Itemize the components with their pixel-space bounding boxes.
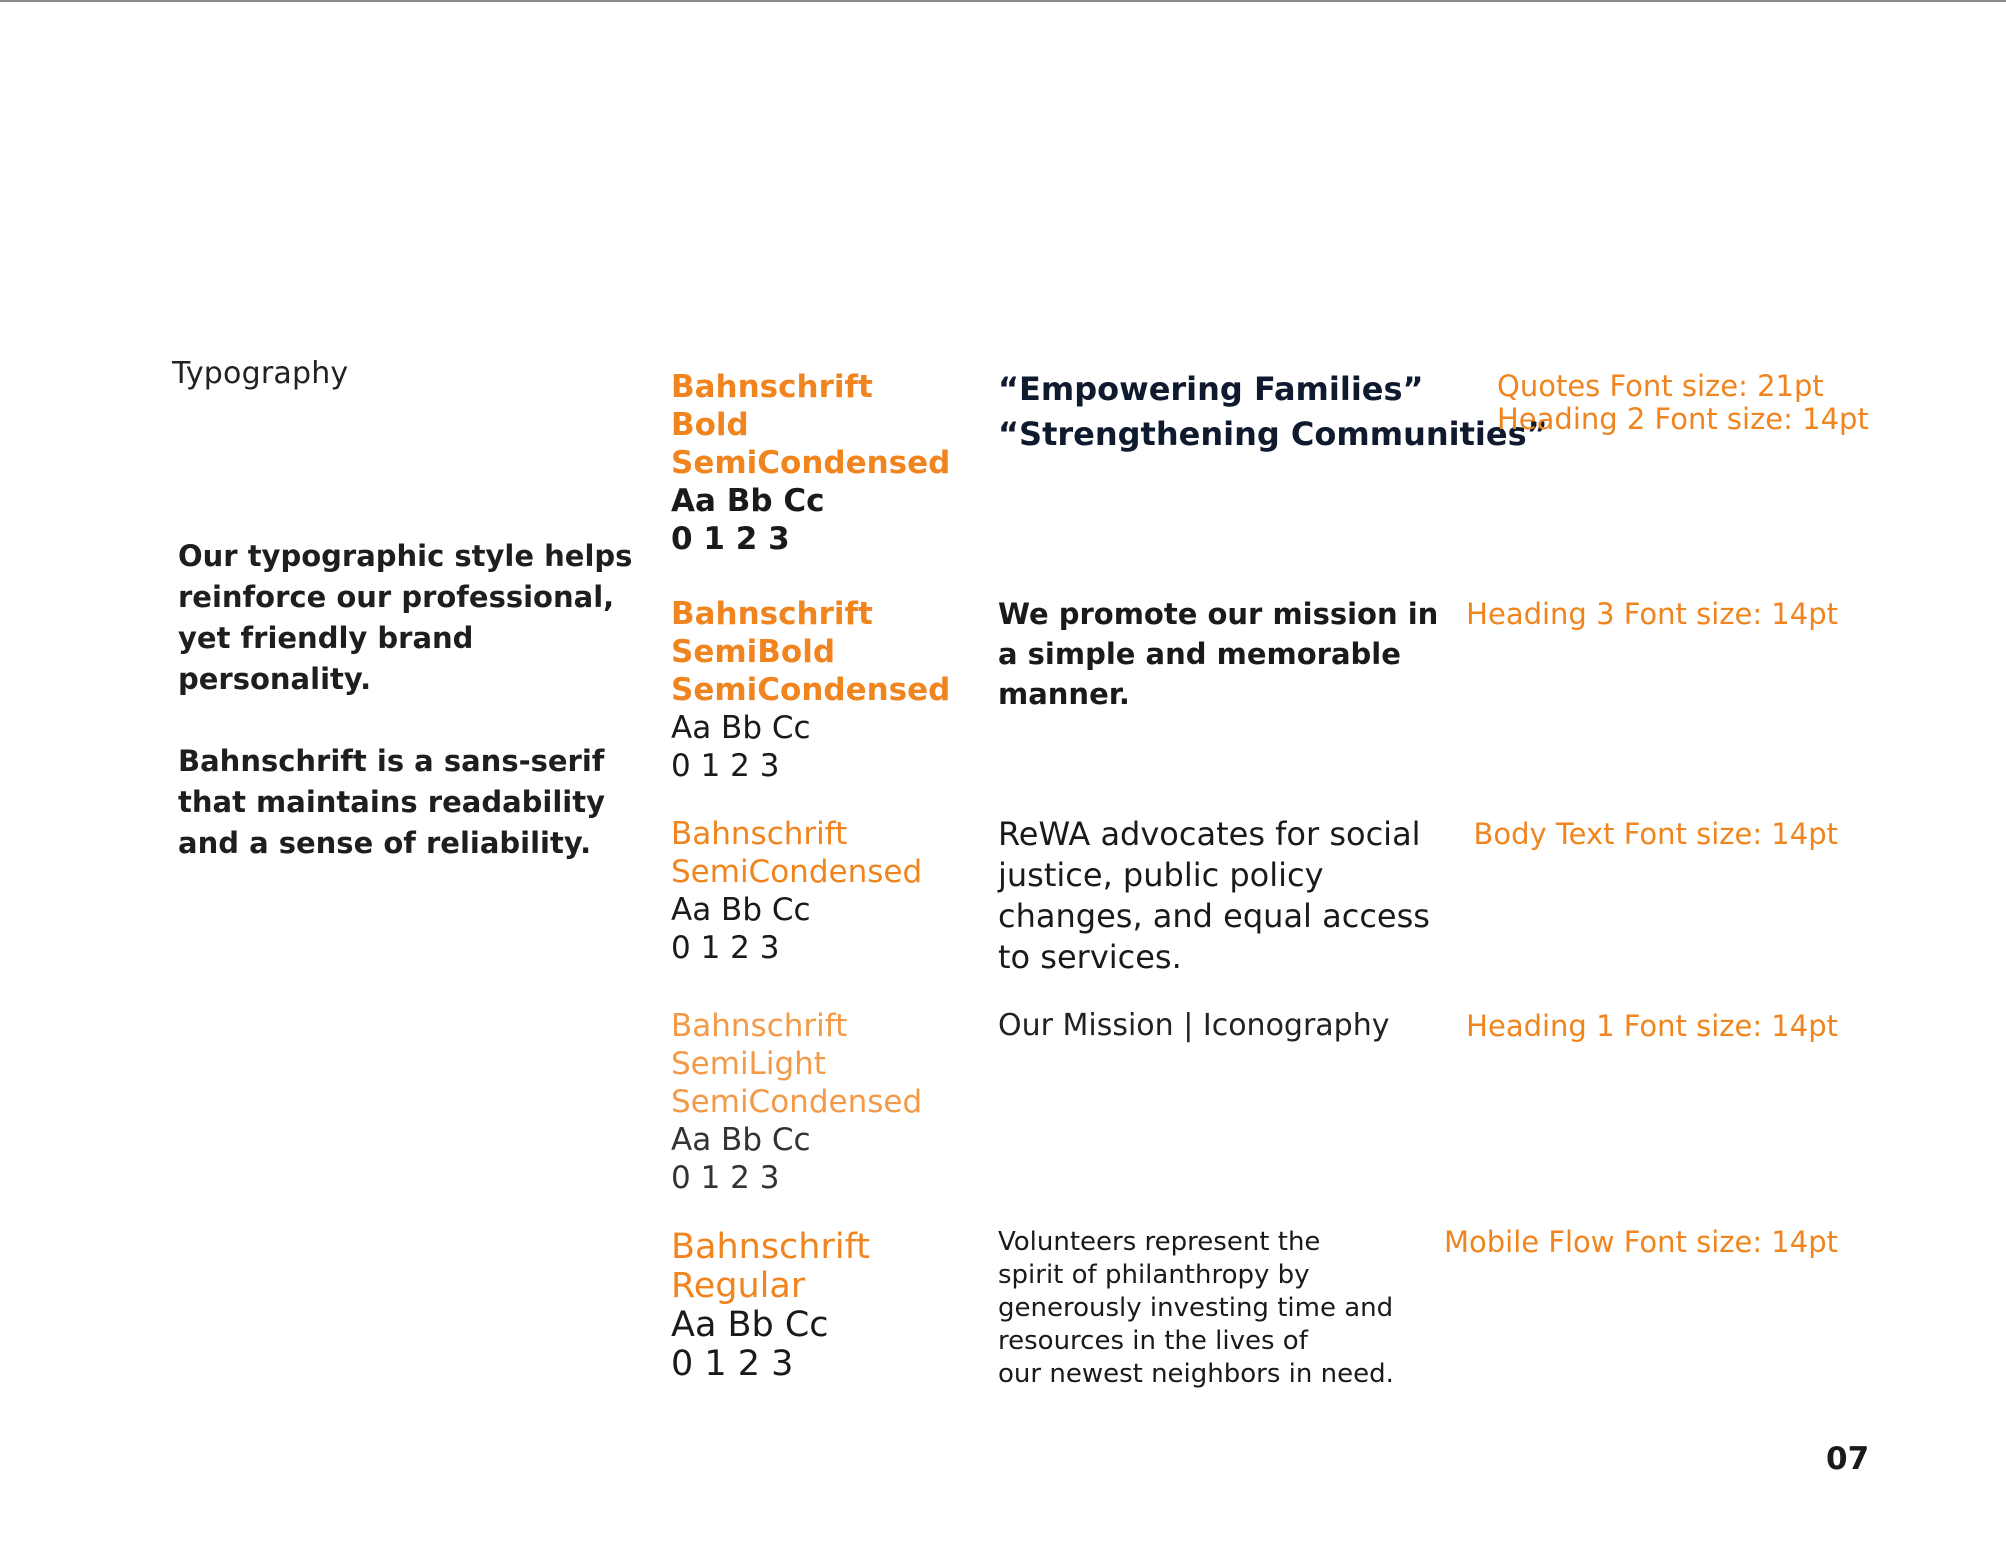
page-number: 07 bbox=[1826, 1441, 1870, 1477]
specimen-font-name: Regular bbox=[671, 1266, 806, 1306]
specimen-font-name: SemiCondensed bbox=[671, 445, 951, 481]
label-quotes-heading-2 bbox=[1497, 370, 1869, 436]
specimen-letters: Aa Bb Cc bbox=[671, 710, 811, 746]
specimen-font-name: Bahnschrift bbox=[671, 596, 873, 632]
specimen-letters: Aa Bb Cc bbox=[671, 892, 811, 928]
specimen-font-name: Bahnschrift bbox=[671, 369, 873, 405]
label-heading-3: Heading 3 Font size: 14pt bbox=[1466, 597, 1838, 631]
example-mobile-flow bbox=[998, 1226, 1458, 1391]
section-title: Typography bbox=[172, 356, 349, 391]
specimen-numbers: 0 1 2 3 bbox=[671, 748, 780, 784]
mobile-flow-line: Volunteers represent the bbox=[998, 1227, 1321, 1257]
specimen-font-name: SemiCondensed bbox=[671, 1084, 923, 1120]
specimen-semilight-semicondensed bbox=[671, 1007, 971, 1197]
label-body-text: Body Text Font size: 14pt bbox=[1473, 817, 1838, 851]
specimen-numbers: 0 1 2 3 bbox=[671, 521, 790, 557]
specimen-font-name: SemiCondensed bbox=[671, 854, 923, 890]
example-quotes bbox=[998, 367, 1548, 457]
mobile-flow-line: spirit of philanthropy by bbox=[998, 1260, 1310, 1290]
specimen-bold-semicondensed bbox=[671, 368, 971, 558]
specimen-numbers: 0 1 2 3 bbox=[671, 1344, 794, 1384]
example-body-text: ReWA advocates for social justice, public policy changes, and equal access to services. bbox=[998, 815, 1430, 976]
specimen-font-name: Bold bbox=[671, 407, 749, 443]
mobile-flow-line: resources in the lives of bbox=[998, 1326, 1308, 1356]
label-heading-1: Heading 1 Font size: 14pt bbox=[1466, 1009, 1838, 1043]
specimen-font-name: SemiBold bbox=[671, 634, 836, 670]
label-mobile-flow: Mobile Flow Font size: 14pt bbox=[1443, 1225, 1838, 1259]
example-heading-1: Our Mission | Iconography bbox=[998, 1008, 1390, 1043]
quote-strengthening-communities: “Strengthening Communities” bbox=[998, 415, 1548, 453]
specimen-letters: Aa Bb Cc bbox=[671, 1122, 811, 1158]
specimen-font-name: Bahnschrift bbox=[671, 1227, 871, 1267]
specimen-letters: Aa Bb Cc bbox=[671, 483, 825, 519]
top-rule bbox=[0, 0, 2006, 2]
intro-paragraph-1: Our typographic style helps reinforce our professional, yet friendly brand personality. bbox=[178, 539, 633, 696]
mobile-flow-line: generously investing time and bbox=[998, 1293, 1394, 1323]
specimen-semibold-semicondensed bbox=[671, 595, 971, 785]
specimen-font-name: Bahnschrift bbox=[671, 816, 848, 852]
intro-paragraph-2: Bahnschrift is a sans-serif that maintains readability and a sense of reliability. bbox=[178, 744, 605, 860]
specimen-letters: Aa Bb Cc bbox=[671, 1305, 829, 1345]
specimen-font-name: SemiCondensed bbox=[671, 672, 951, 708]
specimen-regular bbox=[671, 1228, 971, 1384]
label-heading-2: Heading 2 Font size: 14pt bbox=[1497, 402, 1869, 436]
specimen-font-name: Bahnschrift bbox=[671, 1008, 848, 1044]
example-heading-3: We promote our mission in a simple and memorable manner. bbox=[998, 597, 1439, 711]
specimen-semicondensed bbox=[671, 815, 971, 967]
mobile-flow-line: our newest neighbors in need. bbox=[998, 1359, 1394, 1389]
specimen-numbers: 0 1 2 3 bbox=[671, 1160, 780, 1196]
intro-text bbox=[178, 536, 648, 864]
label-quotes: Quotes Font size: 21pt bbox=[1497, 369, 1824, 403]
quote-empowering-families: “Empowering Families” bbox=[998, 370, 1424, 408]
specimen-numbers: 0 1 2 3 bbox=[671, 930, 780, 966]
specimen-font-name: SemiLight bbox=[671, 1046, 826, 1082]
